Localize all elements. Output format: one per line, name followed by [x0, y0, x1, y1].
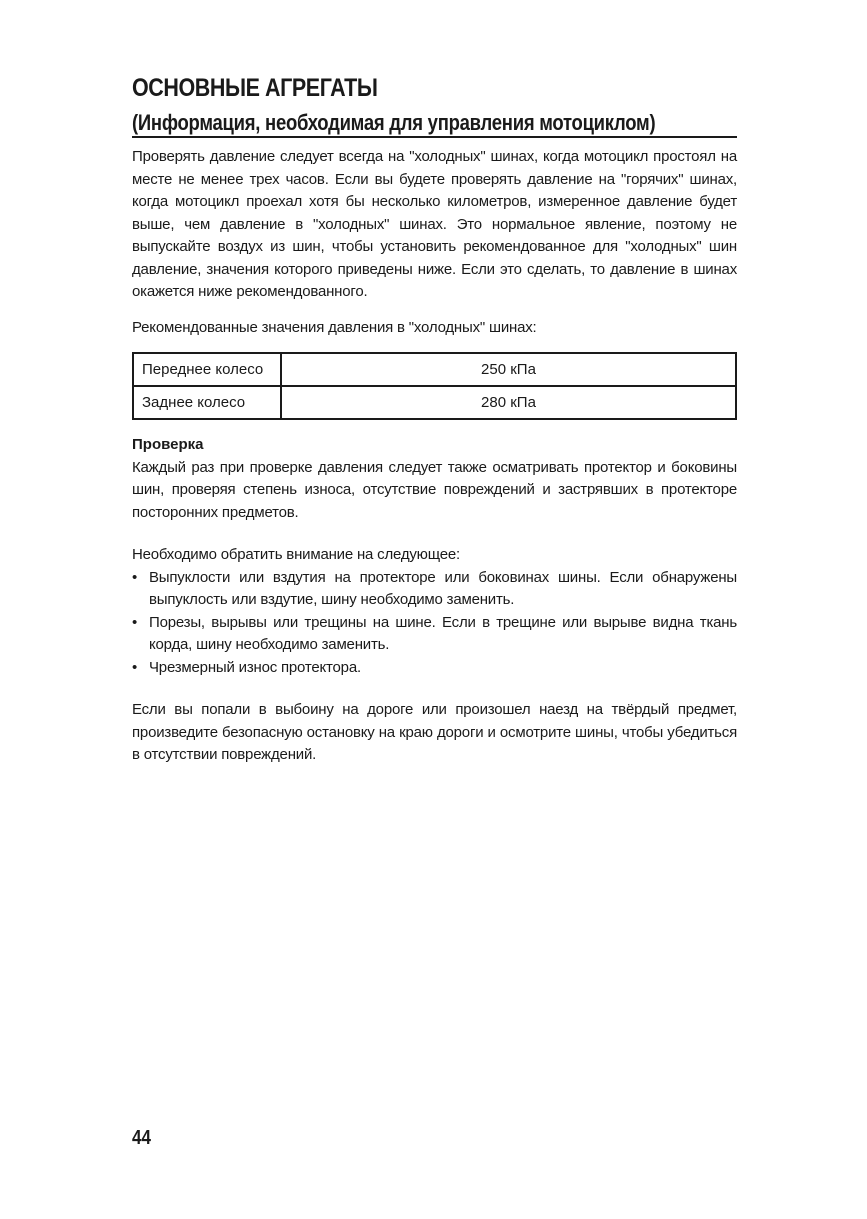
list-item	[132, 567, 737, 612]
list-intro: Необходимо обратить внимание на следующее:	[132, 546, 460, 563]
page-subtitle: (Информация, необходимая для управления мотоциклом)	[132, 110, 656, 135]
check-section	[132, 434, 737, 524]
pressure-table	[132, 352, 737, 420]
page-number: 44	[132, 1127, 151, 1149]
check-list-section	[132, 544, 737, 679]
wheel-cell: Переднее колесо	[133, 353, 281, 386]
intro-section	[132, 146, 737, 304]
list-item-text: Порезы, вырывы или трещины на шине. Если в трещине или вырыве видна ткань корда, шину необходимо заменить.	[149, 613, 737, 653]
list-item	[132, 657, 737, 680]
bullet-icon: •	[132, 568, 138, 586]
check-heading: Проверка	[132, 436, 204, 453]
bullet-icon: •	[132, 658, 138, 676]
page-title: ОСНОВНЫЕ АГРЕГАТЫ	[132, 74, 378, 102]
table-caption-block	[132, 317, 737, 340]
pressure-value-cell: 250 кПа	[281, 353, 736, 386]
title-divider	[132, 136, 737, 138]
check-paragraph: Каждый раз при проверке давления следует также осматривать протектор и боковины шин, проверяя степень износа, отсутствие повреждений и застрявших в протекторе посторонних предметов.	[132, 458, 737, 521]
bullet-icon: •	[132, 613, 138, 631]
table-row	[133, 353, 736, 386]
intro-paragraph: Проверять давление следует всегда на "холодных" шинах, когда мотоцикл простоял на месте не менее трех часов. Если вы будете проверять давление на "горячих" шинах, когда мотоцикл проехал хотя бы несколько километров, измеренное давление будет выше, чем давление в "холодных" шинах. Это нормальное явление, поэтому не выпускайте воздух из шин, чтобы установить рекомендованное для "холодных" шин давление, значения которого приведены ниже. Если это сделать, то давление в шинах окажется ниже рекомендованного.	[132, 148, 737, 300]
closing-section	[132, 699, 737, 767]
list-item	[132, 612, 737, 657]
list-item-text: Чрезмерный износ протектора.	[149, 658, 361, 676]
pressure-value-cell: 280 кПа	[281, 386, 736, 419]
check-list	[132, 567, 737, 680]
list-item-text: Выпуклости или вздутия на протекторе или боковинах шины. Если обнаружены выпуклость или вздутие, шину необходимо заменить.	[149, 568, 737, 608]
table-caption: Рекомендованные значения давления в "холодных" шинах:	[132, 319, 537, 336]
wheel-cell: Заднее колесо	[133, 386, 281, 419]
table-row	[133, 386, 736, 419]
closing-paragraph: Если вы попали в выбоину на дороге или произошел наезд на твёрдый предмет, произведите безопасную остановку на краю дороги и осмотрите шины, чтобы убедиться в отсутствии повреждений.	[132, 701, 737, 763]
